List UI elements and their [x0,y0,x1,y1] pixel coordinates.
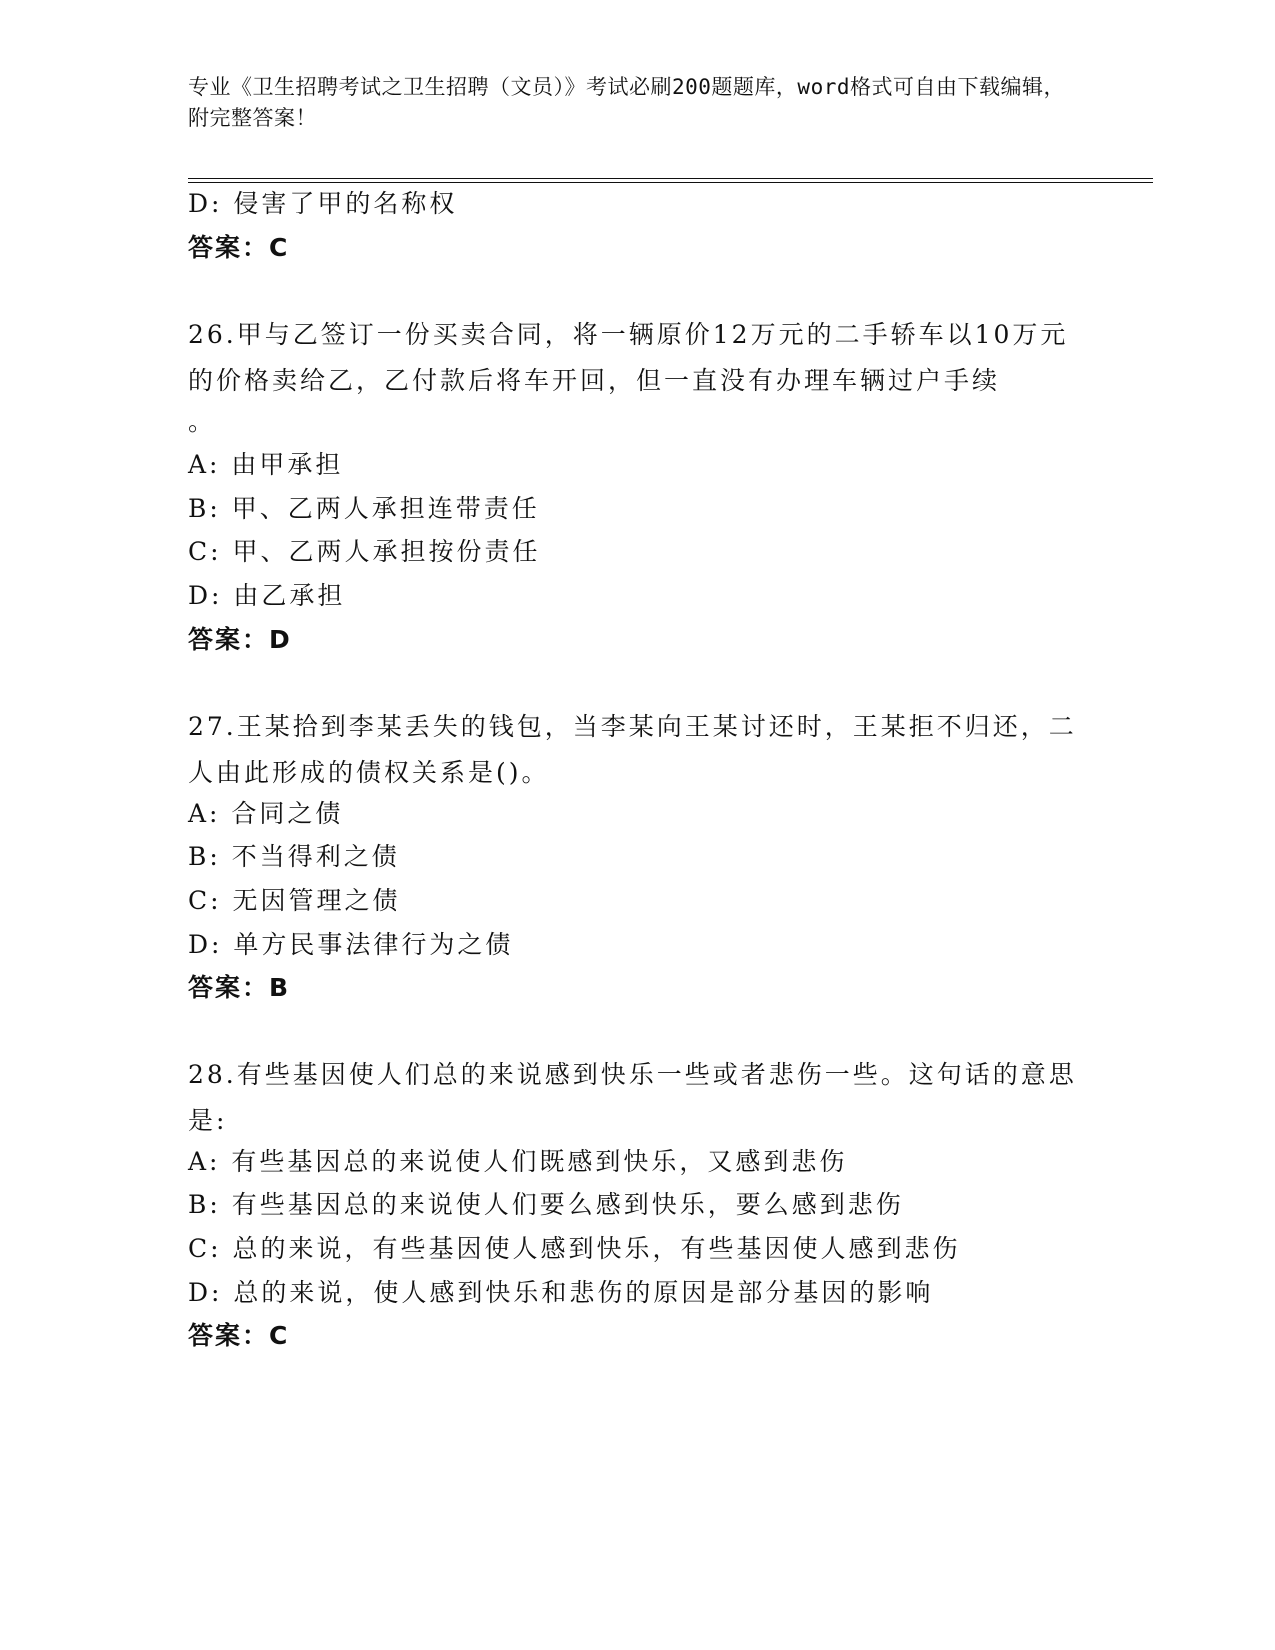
question-28-answer: 答案：C [188,1321,290,1350]
header-divider-second [188,182,1153,183]
question-28-stem: 28.有些基因使人们总的来说感到快乐一些或者悲伤一些。这句话的意思是: [188,1060,1077,1135]
prev-answer: 答案：C [188,233,290,262]
header-divider [188,178,1153,179]
question-26-option-b: B: 甲、乙两人承担连带责任 [188,494,540,523]
question-27-answer: 答案：B [188,973,291,1002]
question-28-option-a: A: 有些基因总的来说使人们既感到快乐，又感到悲伤 [188,1147,848,1176]
question-26-stem-tail: 。 [188,407,217,436]
question-27-option-c: C: 无因管理之债 [188,886,401,915]
question-27-option-d: D: 单方民事法律行为之债 [188,930,514,959]
question-26-answer: 答案：D [188,625,292,654]
question-27-option-b: B: 不当得利之债 [188,842,400,871]
question-28-option-d: D: 总的来说，使人感到快乐和悲伤的原因是部分基因的影响 [188,1278,934,1307]
question-28-option-c: C: 总的来说，有些基因使人感到快乐，有些基因使人感到悲伤 [188,1234,961,1263]
question-26-option-d: D: 由乙承担 [188,581,346,610]
question-27-option-a: A: 合同之债 [188,799,344,828]
document-header: 专业《卫生招聘考试之卫生招聘（文员）》考试必刷200题题库，word格式可自由下载编辑，附完整答案！ [188,75,1065,130]
question-27-stem: 27.王某拾到李某丢失的钱包，当李某向王某讨还时，王某拒不归还，二人由此形成的债权关系是()。 [188,712,1077,787]
question-26-stem: 26.甲与乙签订一份买卖合同，将一辆原价12万元的二手轿车以10万元的价格卖给乙，乙付款后将车开回，但一直没有办理车辆过户手续 [188,320,1069,395]
question-28-option-b: B: 有些基因总的来说使人们要么感到快乐，要么感到悲伤 [188,1190,904,1219]
question-26-option-c: C: 甲、乙两人承担按份责任 [188,537,541,566]
prev-option-d: D: 侵害了甲的名称权 [188,189,458,218]
question-26-option-a: A: 由甲承担 [188,450,344,479]
